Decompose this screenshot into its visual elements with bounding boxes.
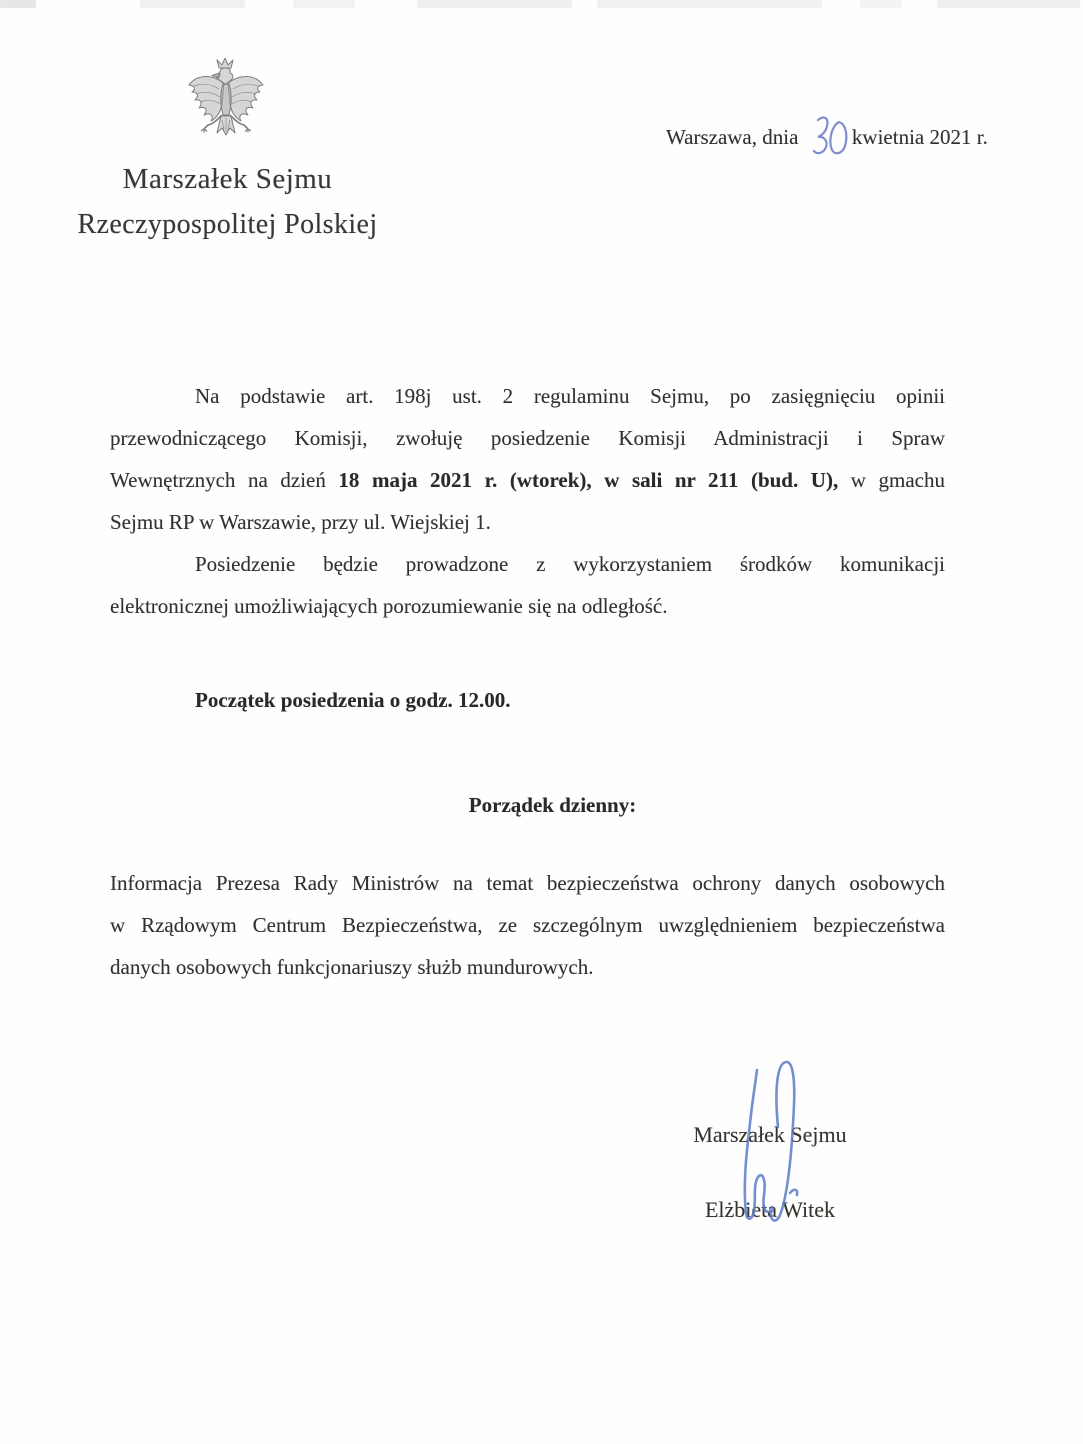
paragraph-line: Posiedzenie będzie prowadzone z wykorzystaniem środków komunikacji	[195, 552, 945, 576]
start-time-line: Początek posiedzenia o godz. 12.00.	[195, 688, 511, 712]
paragraph-line: w Rządowym Centrum Bezpieczeństwa, ze szczególnym uwzględnieniem bezpieczeństwa	[110, 913, 945, 937]
letterhead	[50, 156, 405, 248]
paragraph-line: Na podstawie art. 198j ust. 2 regulaminu Sejmu, po zasięgnięciu opinii	[195, 384, 945, 408]
agenda-paragraph	[110, 862, 945, 988]
signature-role: Marszałek Sejmu	[693, 1122, 847, 1147]
paragraph-line: elektronicznej umożliwiających porozumiewanie się na odległość.	[110, 594, 668, 618]
scan-artifact	[597, 0, 822, 8]
body-paragraph-1	[110, 375, 945, 543]
scan-artifact	[860, 0, 902, 8]
handwritten-signature	[700, 1045, 840, 1245]
paragraph-line: Wewnętrznych na dzień 18 maja 2021 r. (wtorek), w sali nr 211 (bud. U), w gmachu	[110, 468, 945, 492]
scan-artifact	[0, 0, 36, 8]
paragraph-line: przewodniczącego Komisji, zwołuję posiedzenie Komisji Administracji i Spraw	[110, 426, 945, 450]
meeting-date-bold: 18 maja 2021 r. (wtorek), w sali nr 211 (bud. U),	[338, 468, 839, 492]
letterhead-title-line1: Marszałek Sejmu	[122, 163, 333, 195]
polish-eagle-emblem	[186, 58, 266, 158]
scan-artifact	[937, 0, 1080, 8]
scan-artifact	[417, 0, 572, 8]
agenda-heading: Porządek dzienny:	[468, 793, 637, 817]
handwritten-day-30	[806, 114, 850, 158]
letterhead-title-line2: Rzeczypospolitej Polskiej	[77, 209, 378, 240]
dateline	[666, 114, 988, 158]
body-paragraph-2	[110, 543, 945, 627]
dateline-suffix: kwietnia 2021 r.	[851, 125, 988, 149]
paragraph-line: danych osobowych funkcjonariuszy służb mundurowych.	[110, 955, 594, 979]
dateline-prefix: Warszawa, dnia	[666, 125, 799, 149]
signature-name: Elżbieta Witek	[704, 1197, 836, 1222]
paragraph-line: Informacja Prezesa Rady Ministrów na temat bezpieczeństwa ochrony danych osobowych	[110, 871, 945, 895]
scan-artifact	[293, 0, 355, 8]
scan-artifact	[140, 0, 245, 8]
paragraph-line: Sejmu RP w Warszawie, przy ul. Wiejskiej 1.	[110, 510, 491, 534]
